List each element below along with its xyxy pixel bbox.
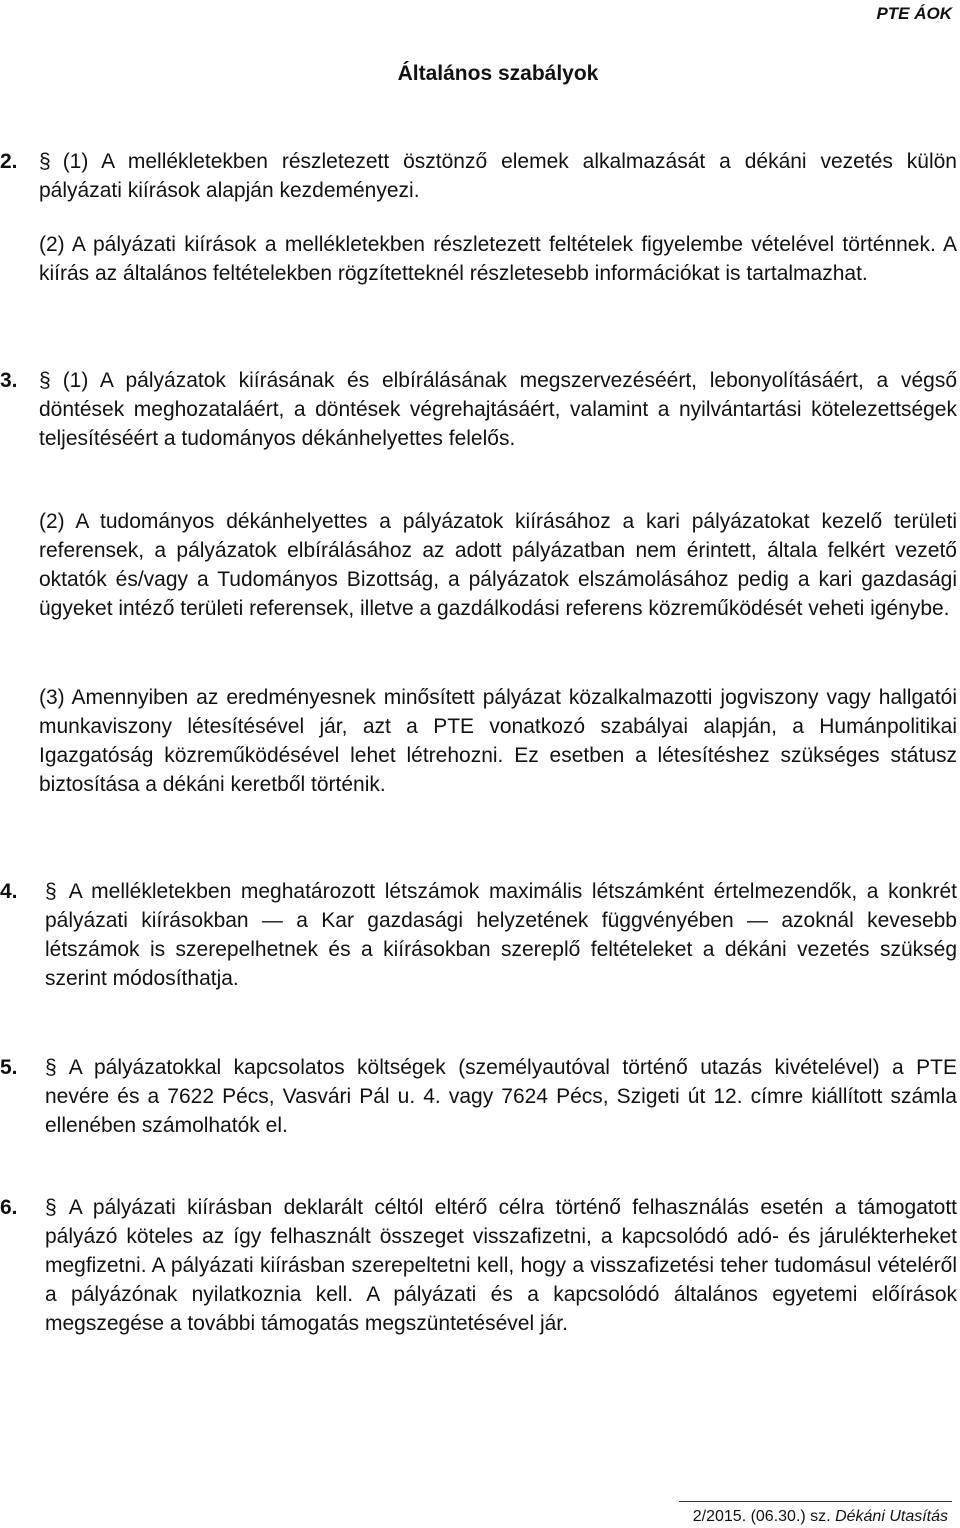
section-5 [0, 1053, 957, 1140]
section-4 [0, 877, 957, 993]
paragraph-text: A mellékletekben meghatározott létszámok maximális létszámként értelmezendők, a konkrét pályázati kiírásokban — a Kar gazdasági helyzetének függvényében — azoknál kevesebb létszámok is szerepelhetnek és a kiírásokban szereplő feltételeket a dékáni vezetés szükség szerint módosíthatja. [45, 880, 957, 990]
document-title: Általános szabályok [397, 62, 599, 85]
footer-divider [679, 1501, 952, 1502]
section-sign: § [45, 880, 57, 903]
section-2-para-1 [0, 147, 957, 205]
paragraph-text: (1) A pályázatok kiírásának és elbírálásának megszervezéséért, lebonyolításáért, a végső döntések meghozataláért, a döntések végrehajtásáért, valamint a nyilvántartási kötelezettségek teljesítéséért a tudományos dékánhelyettes felelős. [39, 369, 957, 450]
paragraph-text: A pályázati kiírásban deklarált céltól eltérő célra történő felhasználás esetén a támogatott pályázó köteles az így felhasznált összeget visszafizetni, a kapcsolódó adó- és járulékterheket megfizetni. A pályázati kiírásban szerepeltetni kell, hogy a visszafizetési teher tudomásul vételéről a pályázónak nyilatkoznia kell. A pályázati és a kapcsolódó általános egyetemi előírások megszegése a további támogatás megszüntetésével jár. [45, 1196, 957, 1335]
section-number: 3. [0, 369, 18, 392]
section-number: 5. [0, 1056, 18, 1079]
section-3-para-3: (3) Amennyiben az eredményesnek minősített pályázat közalkalmazotti jogviszony vagy hallgatói munkaviszony létesítésével jár, azt a PTE vonatkozó szabályai alapján, a Humánpolitikai Igazgatóság közreműködésével lehet létrehozni. Ez esetben a létesítéshez szükséges státusz biztosítása a dékáni keretből történik. [39, 686, 957, 796]
paragraph-text: (1) A mellékletekben részletezett ösztönző elemek alkalmazását a dékáni vezetés külön pályázati kiírások alapján kezdeményezi. [39, 150, 957, 202]
section-6 [0, 1193, 957, 1338]
section-3-para-1 [0, 366, 957, 453]
section-number: 4. [0, 880, 18, 903]
section-number: 2. [0, 150, 18, 173]
section-2-para-2: (2) A pályázati kiírások a mellékletekben részletezett feltételek figyelembe vételével történnek. A kiírás az általános feltételekben rögzítetteknél részletesebb információkat is tartalmazhat. [39, 233, 957, 285]
footer [693, 1508, 948, 1526]
section-sign: § [39, 369, 51, 392]
footer-doc-type: Dékáni Utasítás [835, 1508, 948, 1525]
header-org: PTE ÁOK [876, 4, 952, 23]
section-3-para-2: (2) A tudományos dékánhelyettes a pályázatok kiírásához a kari pályázatokat kezelő területi referensek, a pályázatok elbírálásához az adott pályázatban nem érintett, általa felkért vezető oktatók és/vagy a Tudományos Bizottság, a pályázatok elszámolásához pedig a kari gazdasági ügyeket intéző területi referensek, illetve a gazdálkodási referens közreműködését veheti igénybe. [39, 510, 957, 620]
footer-ref: 2/2015. (06.30.) sz. [692, 1508, 831, 1525]
section-sign: § [45, 1056, 57, 1079]
paragraph-text: A pályázatokkal kapcsolatos költségek (személyautóval történő utazás kivételével) a PTE nevére és a 7622 Pécs, Vasvári Pál u. 4. vagy 7624 Pécs, Szigeti út 12. címre kiállított számla ellenében számolhatók el. [45, 1056, 957, 1137]
section-sign: § [45, 1196, 57, 1219]
section-sign: § [39, 150, 51, 173]
section-number: 6. [0, 1196, 18, 1219]
